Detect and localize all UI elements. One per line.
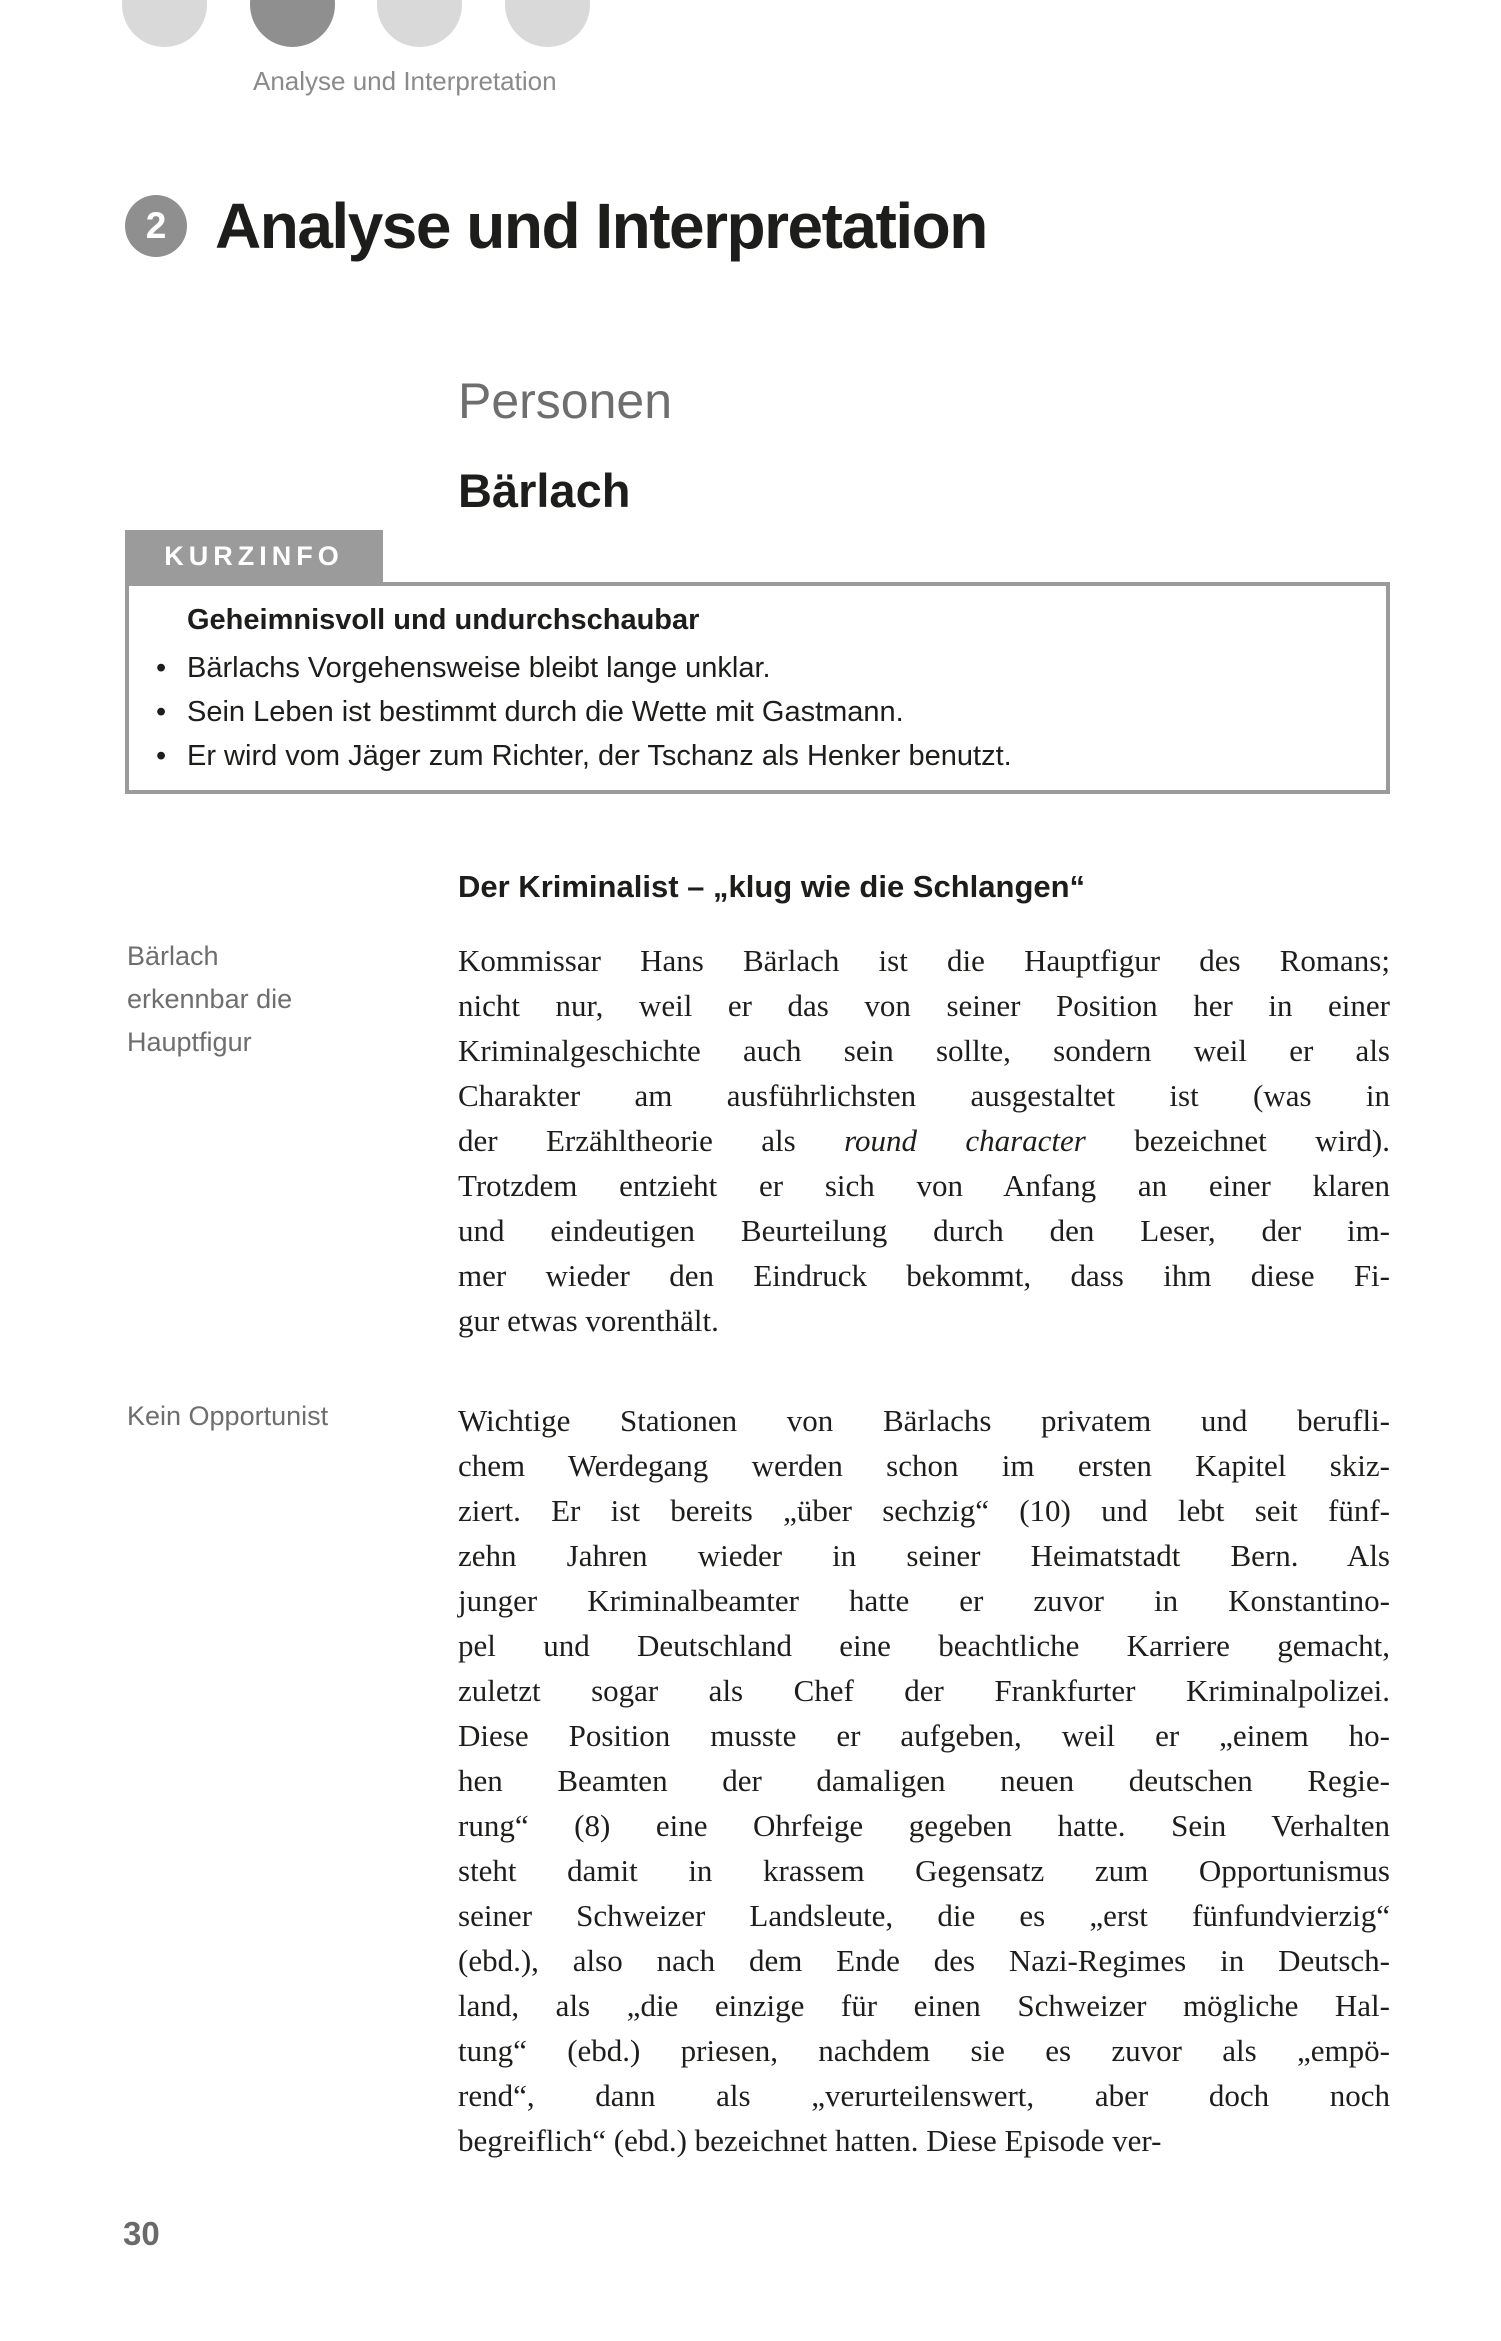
text-line: ziert. Er ist bereits „über sechzig“ (10) und lebt seit fünf- (458, 1493, 1390, 1528)
text-line: Kriminalgeschichte auch sein sollte, sondern weil er als (458, 1033, 1390, 1068)
dot (122, 0, 207, 47)
text-line: zuletzt sogar als Chef der Frankfurter Kriminalpolizei. (458, 1673, 1390, 1708)
text-line: gur etwas vorenthält. (458, 1303, 719, 1338)
text-line: steht damit in krassem Gegensatz zum Opportunismus (458, 1853, 1390, 1888)
kurzinfo-item: • Sein Leben ist bestimmt durch die Wette mit Gastmann. (187, 690, 1356, 734)
text-segment: der Erzähltheorie als (458, 1123, 845, 1158)
chapter-heading (125, 190, 987, 262)
text-line: begreiflich“ (ebd.) bezeichnet hatten. Diese Episode ver- (458, 2123, 1162, 2158)
margin-note-line: erkennbar die (127, 984, 293, 1014)
text-line: chem Werdegang werden schon im ersten Kapitel skiz- (458, 1448, 1390, 1483)
running-header: Analyse und Interpretation (253, 66, 557, 96)
text-line: Diese Position musste er aufgeben, weil er „einem ho- (458, 1718, 1390, 1753)
body-paragraph (458, 1398, 1390, 2163)
chapter-number-badge (125, 195, 187, 257)
kurzinfo-item: • Er wird vom Jäger zum Richter, der Tschanz als Henker benutzt. (187, 734, 1356, 778)
kurzinfo-box (125, 530, 1390, 794)
text-line: Charakter am ausführlichsten ausgestaltet ist (was in (458, 1078, 1390, 1113)
margin-note-line: Bärlach (127, 941, 219, 971)
text-line (458, 1118, 1390, 1163)
margin-note-line: Hauptfigur (127, 1027, 252, 1057)
text-line: zehn Jahren wieder in seiner Heimatstadt Bern. Als (458, 1538, 1390, 1573)
text-line: Trotzdem entzieht er sich von Anfang an einer klaren (458, 1168, 1390, 1203)
body-paragraph (458, 938, 1390, 1343)
text-line: und eindeutigen Beurteilung durch den Leser, der im- (458, 1213, 1390, 1248)
text-line: seiner Schweizer Landsleute, die es „erst fünfundvierzig“ (458, 1898, 1390, 1933)
text-line: hen Beamten der damaligen neuen deutschen Regie- (458, 1763, 1390, 1798)
margin-note (127, 935, 417, 1064)
kurzinfo-label: KURZINFO (125, 530, 383, 583)
dot-active (250, 0, 335, 47)
text-line: rung“ (8) eine Ohrfeige gegeben hatte. Sein Verhalten (458, 1808, 1390, 1843)
text-line: junger Kriminalbeamter hatte er zuvor in Konstantino- (458, 1583, 1390, 1618)
section-subtitle: Bärlach (458, 464, 631, 517)
text-line: tung“ (ebd.) priesen, nachdem sie es zuvor als „empö- (458, 2033, 1390, 2068)
text-line: (ebd.), also nach dem Ende des Nazi-Regimes in Deutsch- (458, 1943, 1390, 1978)
chapter-number: 2 (145, 205, 167, 246)
kurzinfo-item: • Bärlachs Vorgehensweise bleibt lange unklar. (187, 646, 1356, 690)
kurzinfo-list (187, 646, 1356, 778)
text-line: Wichtige Stationen von Bärlachs privatem und berufli- (458, 1403, 1390, 1438)
chapter-title: Analyse und Interpretation (215, 190, 987, 262)
kurzinfo-title: Geheimnisvoll und undurchschaubar (187, 604, 700, 636)
text-line: nicht nur, weil er das von seiner Position her in einer (458, 988, 1390, 1023)
text-line: rend“, dann als „verurteilenswert, aber doch noch (458, 2078, 1390, 2113)
dot (505, 0, 590, 47)
text-segment: bezeichnet wird). (1085, 1123, 1390, 1158)
kurzinfo-body (125, 582, 1390, 794)
page-number: 30 (123, 2215, 160, 2252)
margin-note (127, 1395, 417, 1438)
margin-note-line: Kein Opportunist (127, 1401, 329, 1431)
section-title: Personen (458, 373, 673, 429)
text-line: pel und Deutschland eine beachtliche Karriere gemacht, (458, 1628, 1390, 1663)
text-line: land, als „die einzige für einen Schweizer mögliche Hal- (458, 1988, 1390, 2023)
body-heading: Der Kriminalist – „klug wie die Schlangen“ (458, 869, 1086, 904)
dot (377, 0, 462, 47)
text-line: mer wieder den Eindruck bekommt, dass ihm diese Fi- (458, 1258, 1390, 1293)
text-line: Kommissar Hans Bärlach ist die Hauptfigur des Romans; (458, 943, 1390, 978)
italic-term: round character (844, 1123, 1086, 1158)
